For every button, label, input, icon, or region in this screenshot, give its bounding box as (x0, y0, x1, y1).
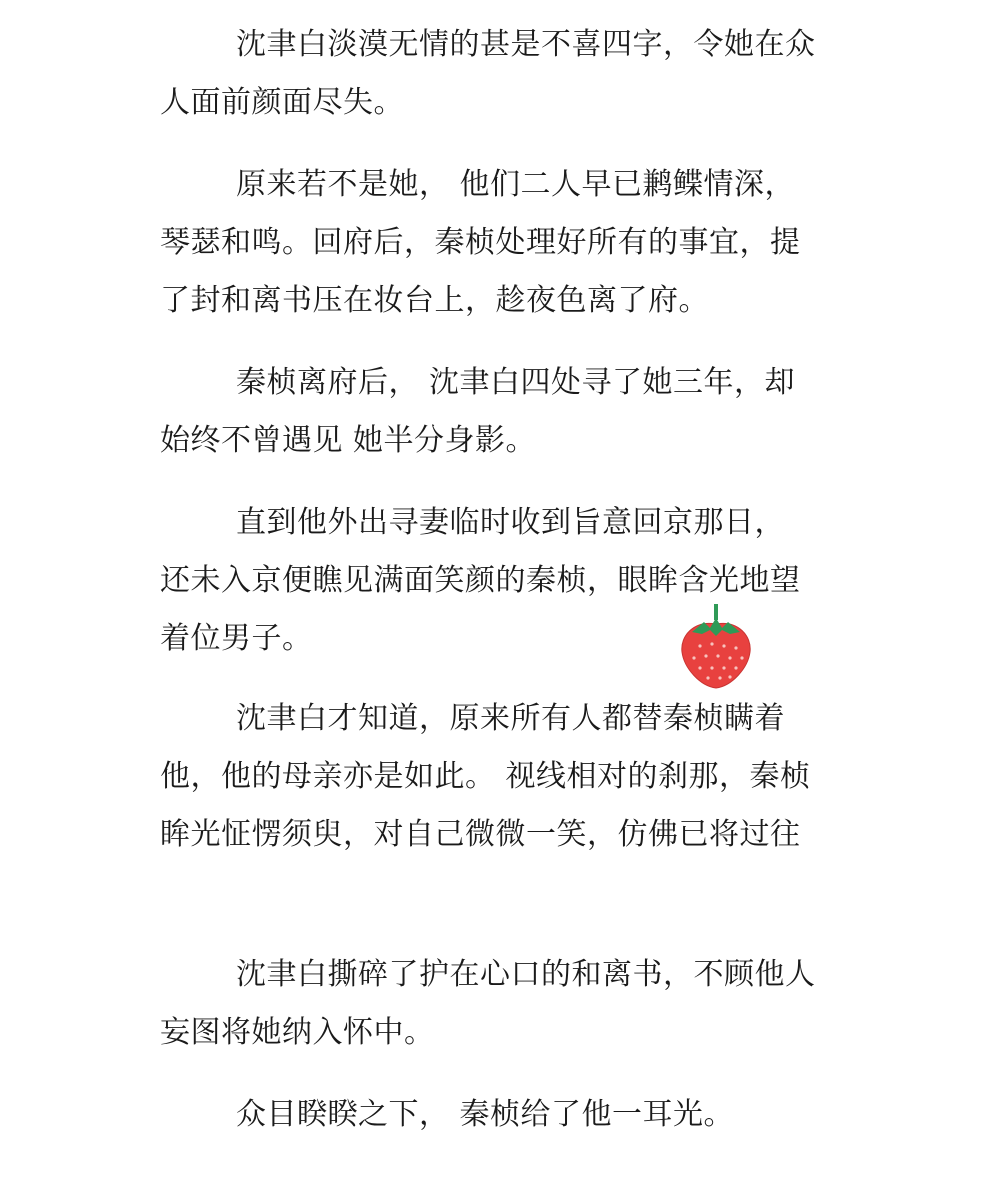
paragraph-5-line-1: 沈聿白才知道，原来所有人都替秦桢瞒着 (236, 701, 785, 736)
paragraph-2-line-2: 琴瑟和鸣。回府后，秦桢处理好所有的事宜，提 (160, 225, 801, 260)
paragraph-1-line-2: 人面前颜面尽失。 (160, 85, 404, 120)
paragraph-2-line-3: 了封和离书压在妆台上，趁夜色离了府。 (160, 283, 709, 318)
strawberry-icon (678, 598, 754, 690)
paragraph-5-line-2: 他，他的母亲亦是如此。 视线相对的刹那，秦桢 (160, 759, 811, 794)
paragraph-4-line-3: 着位男子。 (160, 621, 313, 656)
paragraph-6-line-1: 沈聿白撕碎了护在心口的和离书，不顾他人 (236, 957, 816, 992)
paragraph-1-line-1: 沈聿白淡漠无情的甚是不喜四字，令她在众 (236, 27, 816, 62)
paragraph-2-line-1: 原来若不是她， 他们二人早已鹣鲽情深， (236, 167, 796, 202)
paragraph-7-line-1: 众目睽睽之下， 秦桢给了他一耳光。 (236, 1097, 735, 1132)
paragraph-6-line-2: 妄图将她纳入怀中。 (160, 1015, 435, 1050)
paragraph-3-line-1: 秦桢离府后， 沈聿白四处寻了她三年，却 (236, 365, 796, 400)
paragraph-4-line-1: 直到他外出寻妻临时收到旨意回京那日， (236, 505, 785, 540)
paragraph-3-line-2: 始终不曾遇见 她半分身影。 (160, 423, 537, 458)
paragraph-4-line-2: 还未入京便瞧见满面笑颜的秦桢，眼眸含光地望 (160, 563, 801, 598)
paragraph-5-line-3: 眸光怔愣须臾，对自己微微一笑，仿佛已将过往 (160, 817, 801, 852)
